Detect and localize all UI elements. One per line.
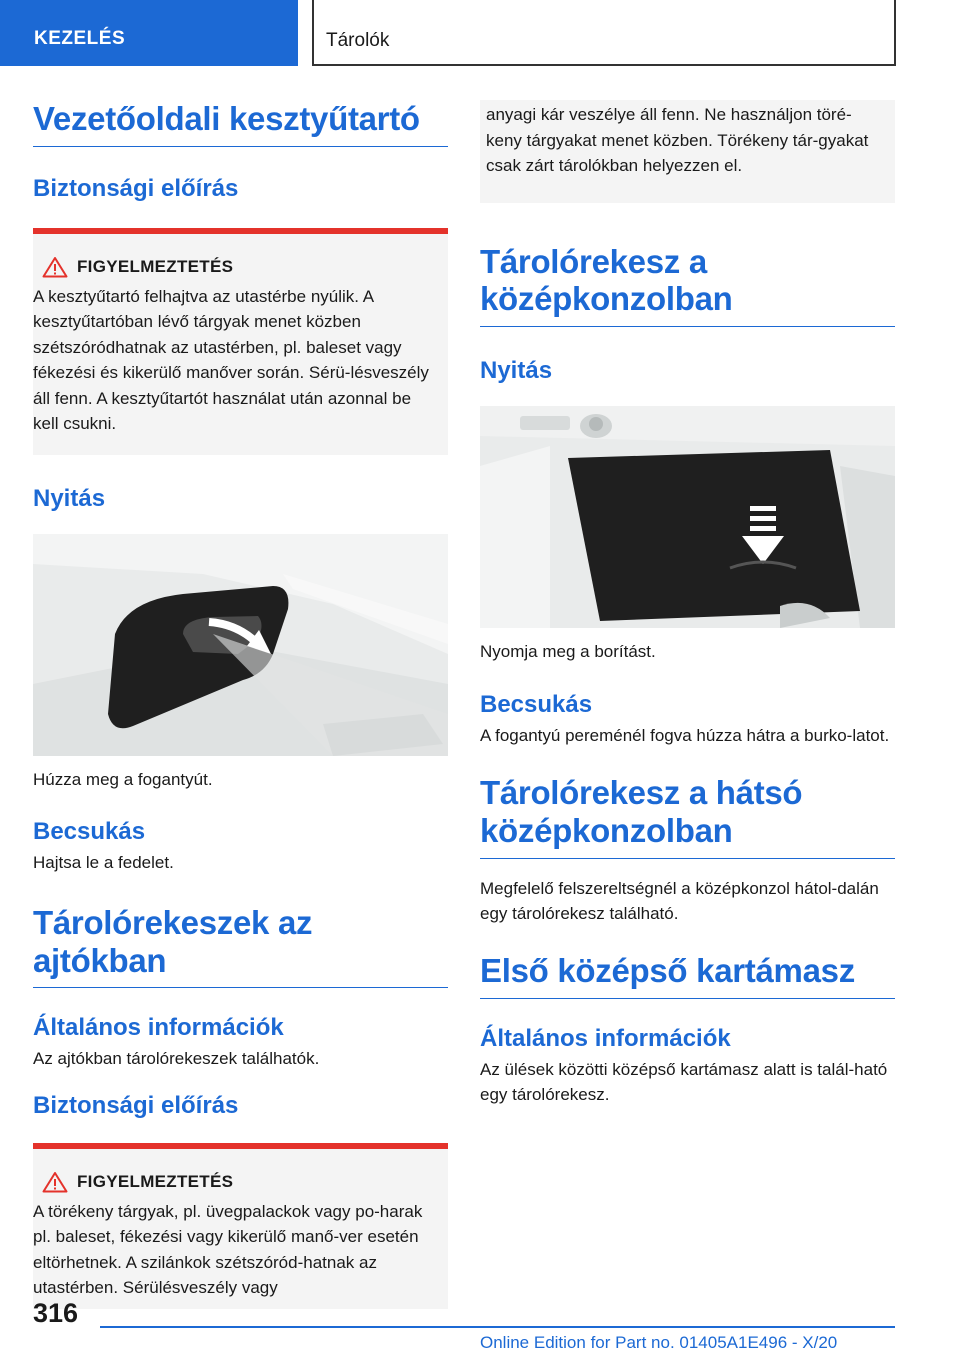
page-header: [0, 0, 960, 66]
edition-text: Online Edition for Part no. 01405A1E496 - X/20: [480, 1333, 838, 1352]
right-column: [480, 100, 895, 1107]
warning-text: A kesztyűtartó felhajtva az utastérbe nyúlik. A kesztyűtartóban lévő tárgyak menet közben szétszóródhatnak az utastérben, pl. baleset vagy fékezési és kikerülő manőver során. Sérü-lésveszély áll fenn. A kesztyűtartót használat után azonnal be kell csukni.: [33, 286, 429, 434]
glovebox-title: Vezetőoldali kesztyűtartó: [33, 100, 448, 147]
center-console-title: Tárolórekesz a középkonzolban: [480, 243, 895, 328]
footer-divider: [100, 1326, 895, 1328]
page-number: 316: [33, 1298, 79, 1328]
close-heading: Becsukás: [480, 690, 593, 718]
left-column: [33, 100, 448, 1309]
armrest-title: Első középső kartámasz: [480, 952, 895, 999]
subsection-label: Tárolók: [326, 30, 390, 51]
armrest-text: Az ülések közötti középső kartámasz alatt is talál-ható egy tárolórekesz.: [480, 1060, 888, 1104]
safety-heading-2: Biztonsági előírás: [33, 1091, 239, 1119]
safety-heading: Biztonsági előírás: [33, 174, 239, 202]
general-heading: Általános információk: [33, 1014, 284, 1042]
close-text: A fogantyú pereménél fogva húzza hátra a burko-latot.: [480, 725, 890, 745]
warning-box-1: [33, 228, 448, 455]
open-heading: Nyitás: [33, 484, 106, 512]
rear-console-text: Megfelelő felszereltségnél a középkonzol hátol-dalán egy tárolórekesz található.: [480, 879, 879, 923]
warning-text: A törékeny tárgyak, pl. üvegpalackok vagy po-harak pl. baleset, fékezési vagy kikerülő manő-ver esetén eltörhetnek. A szilánkok szétszóród-hatnak az utastérben. Sérülésveszély vagy: [33, 1201, 423, 1298]
warning-box-2-continued: anyagi kár veszélye áll fenn. Ne használjon töré-keny tárgyakat menet közben. Törékeny tár-gyakat csak zárt tárolókban helyezzen el.: [480, 100, 895, 203]
close-text: Hajtsa le a fedelet.: [33, 852, 174, 872]
close-heading: Becsukás: [33, 818, 146, 846]
glovebox-image: [33, 534, 448, 756]
section-label: KEZELÉS: [34, 28, 126, 49]
doors-title: Tárolórekeszek az ajtókban: [33, 904, 448, 989]
section-tab: [0, 0, 298, 66]
warning-icon: [33, 256, 77, 278]
warning-icon: [33, 1171, 77, 1193]
center-console-image: [480, 406, 895, 628]
open-text: Nyomja meg a borítást.: [480, 642, 656, 662]
warning-title: FIGYELMEZTETÉS: [77, 1171, 234, 1191]
warning-box-2: [33, 1143, 448, 1309]
rear-console-title: Tárolórekesz a hátsó középkonzolban: [480, 774, 895, 859]
general-text: Az ajtókban tárolórekeszek találhatók.: [33, 1049, 320, 1069]
open-heading: Nyitás: [480, 357, 553, 385]
warning-title: FIGYELMEZTETÉS: [77, 256, 234, 276]
armrest-general-heading: Általános információk: [480, 1025, 731, 1053]
open-text: Húzza meg a fogantyút.: [33, 769, 213, 789]
subsection-box: [312, 0, 896, 66]
